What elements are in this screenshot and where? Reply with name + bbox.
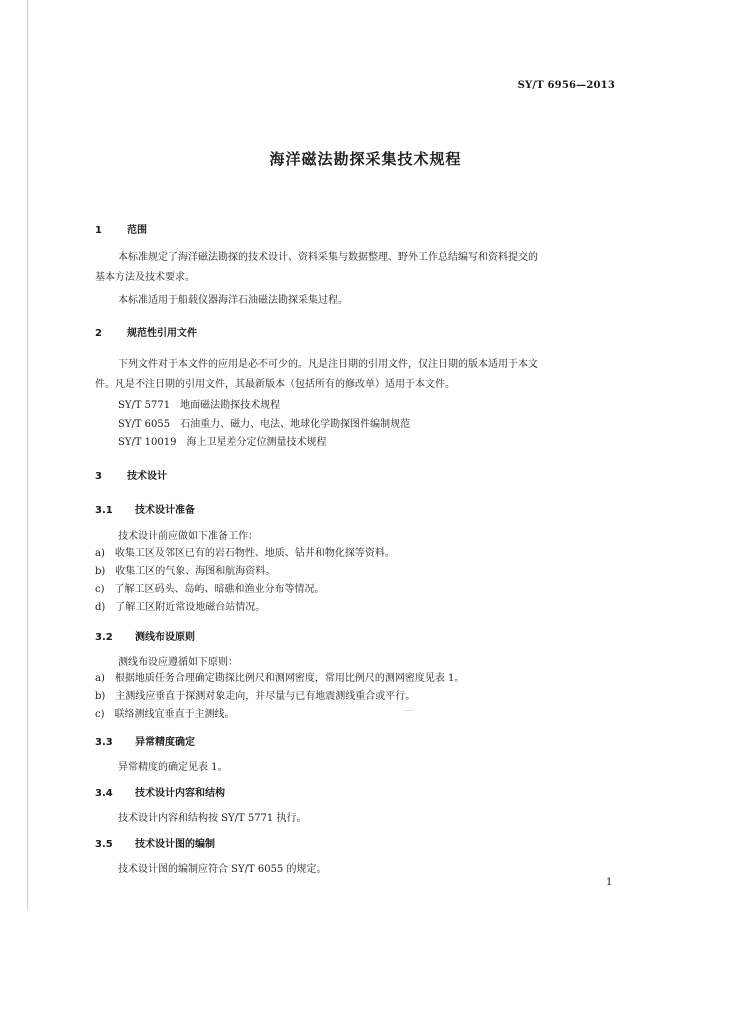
- section-2-heading: [95, 324, 197, 339]
- section-3-2-heading: [95, 628, 195, 643]
- list-item: b) 主测线应垂直于探测对象走向，并尽量与已有地震测线重合或平行。: [95, 691, 416, 702]
- list-item: a) 根据地质任务合理确定勘探比例尺和测网密度，常用比例尺的测网密度见表 1。: [95, 673, 465, 684]
- paragraph-line: 基本方法及技术要求。: [95, 272, 195, 283]
- scan-edge-line: [27, 0, 28, 910]
- list-item: d) 了解工区附近常设地磁台站情况。: [95, 602, 266, 613]
- section-number: 3.5: [95, 839, 113, 850]
- section-number: 3.1: [95, 505, 113, 516]
- section-2-paragraph: [95, 355, 629, 395]
- section-title: 技术设计图的编制: [135, 839, 215, 850]
- section-number: 1: [95, 225, 102, 236]
- standard-code: SY/T 6956—2013: [517, 80, 615, 91]
- list-item: c) 联络测线宜垂直于主测线。: [95, 709, 235, 720]
- paragraph-line: 下列文件对于本文件的应用是必不可少的。凡是注日期的引用文件，仅注日期的版本适用于本文: [118, 359, 538, 370]
- section-title: 异常精度确定: [135, 737, 195, 748]
- paragraph-line: 本标准规定了海洋磁法勘探的技术设计、资料采集与数据整理、野外工作总结编写和资料提交的: [118, 252, 538, 263]
- reference-item: SY/T 6055 石油重力、磁力、电法、地球化学勘探图件编制规范: [118, 419, 411, 430]
- section-title: 技术设计: [127, 471, 167, 482]
- section-1-paragraph-2: 本标准适用于船载仪器海洋石油磁法勘探采集过程。: [118, 295, 348, 306]
- list-item: c) 了解工区码头、岛屿、暗礁和渔业分布等情况。: [95, 584, 325, 595]
- section-3-4-text: 技术设计内容和结构按 SY/T 5771 执行。: [118, 813, 307, 824]
- section-3-1-intro: 技术设计前应做如下准备工作：: [118, 531, 258, 542]
- section-title: 技术设计准备: [135, 505, 195, 516]
- section-number: 3.3: [95, 737, 113, 748]
- section-number: 2: [95, 328, 102, 339]
- page-number: 1: [606, 877, 613, 888]
- section-title: 规范性引用文件: [127, 328, 197, 339]
- section-1-paragraph-1: [95, 248, 629, 288]
- section-3-3-heading: [95, 733, 195, 748]
- reference-item: SY/T 10019 海上卫星差分定位测量技术规程: [118, 437, 327, 448]
- section-1-heading: [95, 221, 147, 236]
- section-3-1-heading: [95, 501, 195, 516]
- section-number: 3.2: [95, 632, 113, 643]
- document-title: 海洋磁法勘探采集技术规程: [269, 150, 462, 168]
- section-title: 技术设计内容和结构: [135, 788, 225, 799]
- scan-mark: [404, 710, 414, 711]
- section-number: 3: [95, 471, 102, 482]
- paragraph-line: 件。凡是不注日期的引用文件，其最新版本（包括所有的修改单）适用于本文件。: [95, 379, 455, 390]
- section-3-2-intro: 测线布设应遵循如下原则：: [118, 657, 238, 668]
- section-number: 3.4: [95, 788, 113, 799]
- list-item: a) 收集工区及邻区已有的岩石物性、地质、钻井和物化探等资料。: [95, 548, 395, 559]
- section-title: 测线布设原则: [135, 632, 195, 643]
- section-3-4-heading: [95, 784, 225, 799]
- section-3-5-text: 技术设计图的编制应符合 SY/T 6055 的规定。: [118, 864, 327, 875]
- reference-item: SY/T 5771 地面磁法勘探技术规程: [118, 400, 281, 411]
- section-3-3-text: 异常精度的确定见表 1。: [118, 762, 228, 773]
- section-3-5-heading: [95, 835, 215, 850]
- section-3-heading: [95, 467, 167, 482]
- list-item: b) 收集工区的气象、海图和航海资料。: [95, 566, 276, 577]
- section-title: 范围: [127, 225, 147, 236]
